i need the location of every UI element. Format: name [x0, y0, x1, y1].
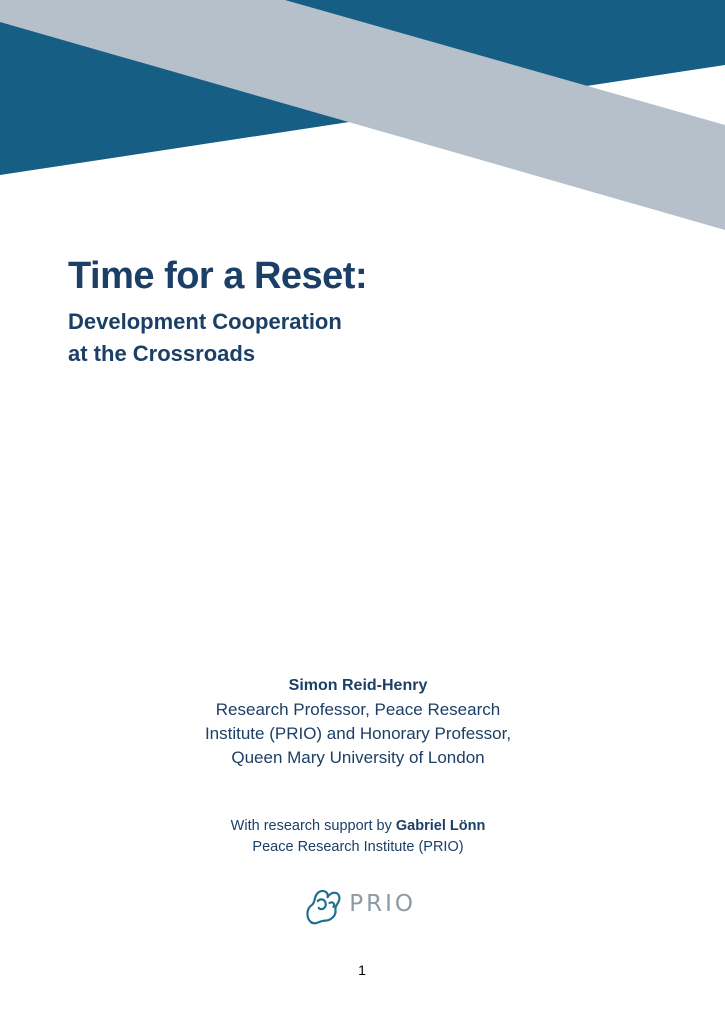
- page-number: 1: [358, 962, 366, 978]
- research-support-line: [168, 816, 548, 837]
- cover-banner: [0, 0, 725, 240]
- document-title: Time for a Reset:: [68, 255, 368, 297]
- prio-logo: [302, 872, 416, 936]
- support-prefix: With research support by: [230, 818, 396, 834]
- document-subtitle: [68, 306, 488, 370]
- support-institution: Peace Research Institute (PRIO): [252, 839, 464, 855]
- author-block: [198, 674, 518, 770]
- prio-logo-text: PRIO: [349, 891, 416, 917]
- subtitle-line-1: Development Cooperation: [68, 309, 342, 334]
- support-person: Gabriel Lönn: [395, 818, 486, 834]
- research-support-block: [168, 816, 548, 858]
- prio-dove-icon: [302, 879, 347, 929]
- author-name: Simon Reid-Henry: [288, 677, 428, 694]
- title-block: [68, 250, 488, 370]
- subtitle-line-2: at the Crossroads: [68, 341, 256, 366]
- author-affiliation: Research Professor, Peace Research Institute (PRIO) and Honorary Professor, Queen Mary University of London: [204, 700, 512, 767]
